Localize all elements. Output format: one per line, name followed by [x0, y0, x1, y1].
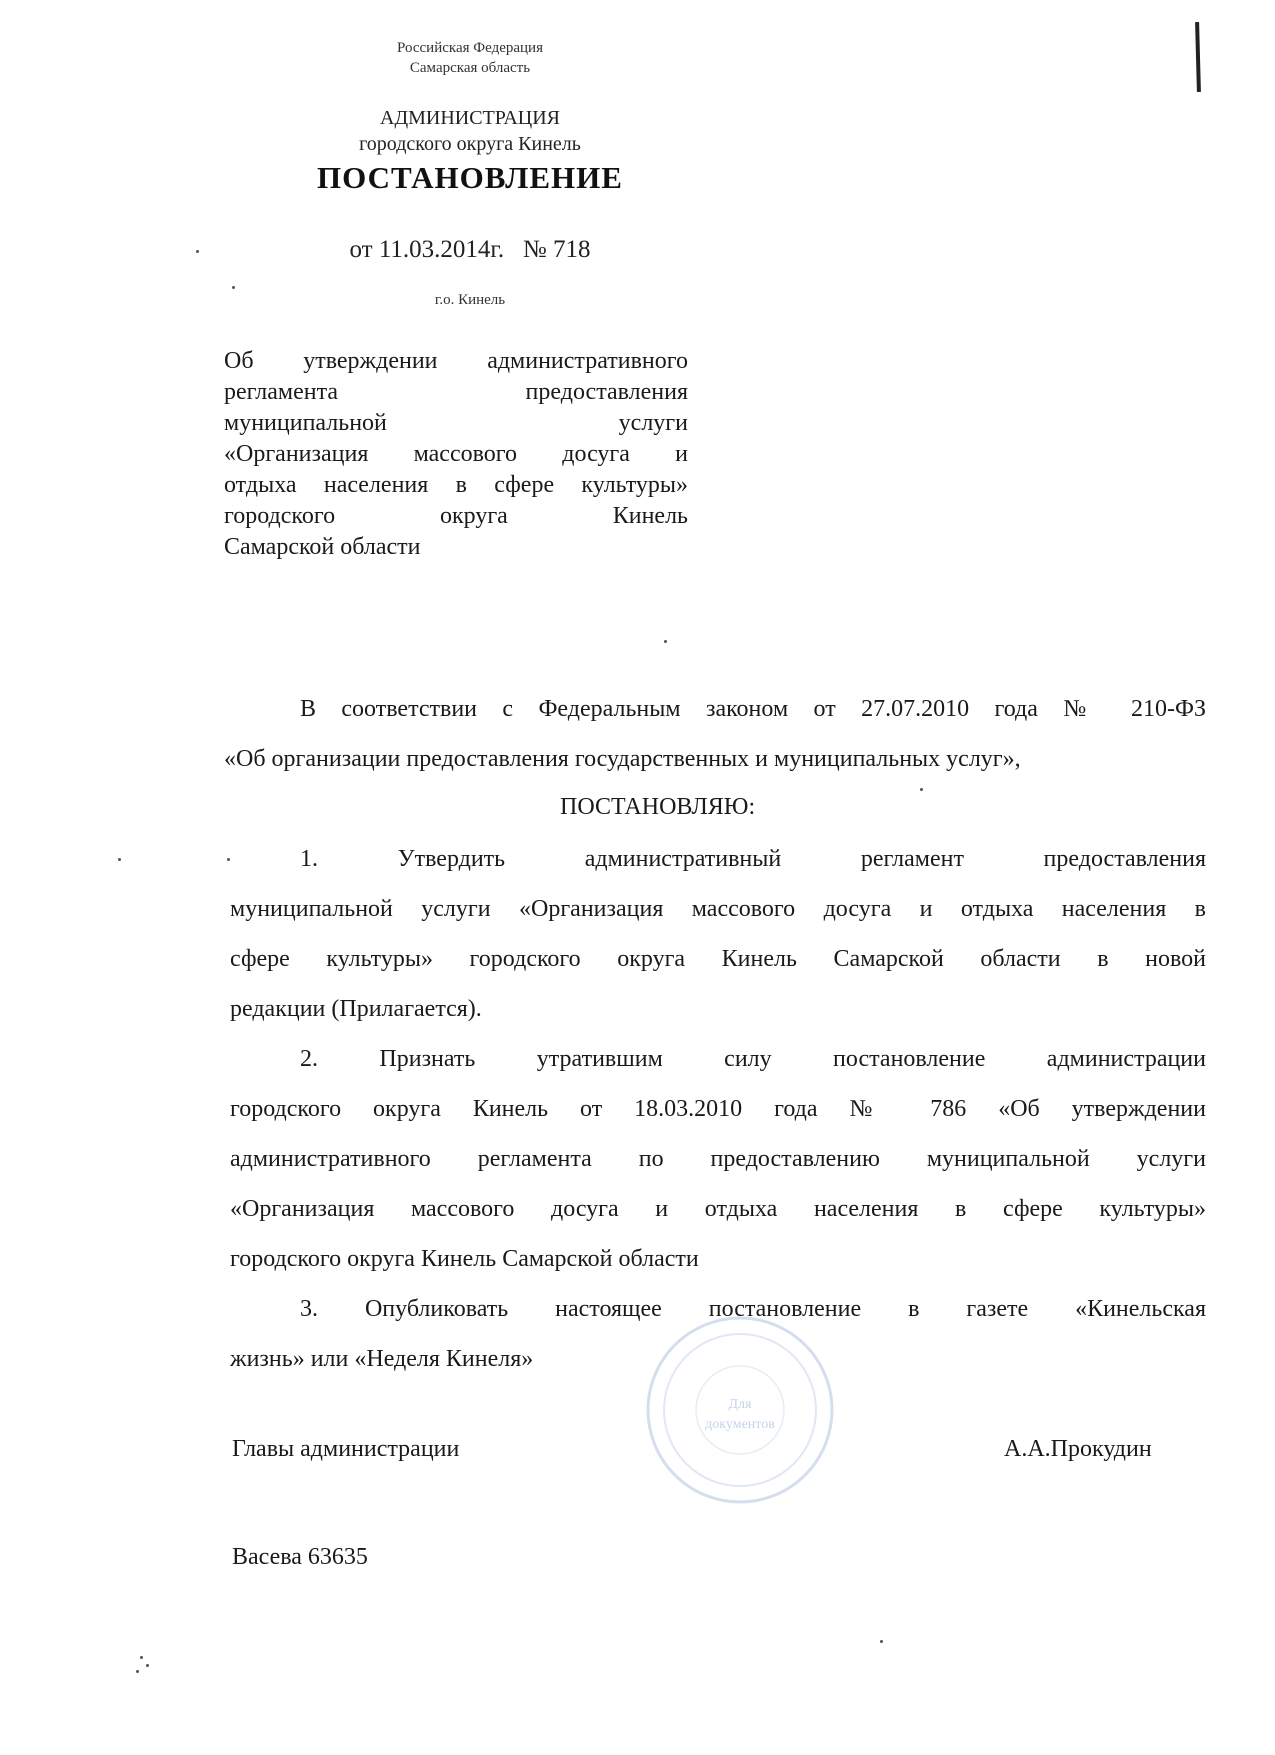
country-line: Российская Федерация: [397, 40, 543, 56]
preamble: [224, 684, 1206, 784]
subject-line: регламента предоставления: [224, 379, 688, 405]
scan-speck: [146, 1664, 149, 1667]
scan-speck: [140, 1656, 143, 1659]
item-1: [230, 834, 1206, 1034]
scan-mark: [1195, 22, 1201, 92]
item-1-line: редакции (Прилагается).: [230, 996, 482, 1022]
preamble-line: «Об организации предоставления государственных и муниципальных услуг»,: [224, 746, 1021, 772]
subject-line: «Организация массового досуга и: [224, 441, 688, 467]
subject-line: муниципальной услуги: [224, 410, 688, 436]
scan-speck: [196, 250, 199, 253]
region-line: Самарская область: [409, 60, 531, 76]
item-2-line: административного регламента по предоставлению муниципальной услуги: [230, 1146, 1206, 1172]
scan-speck: [227, 858, 230, 861]
scan-speck: [664, 640, 667, 643]
scan-speck: [880, 1640, 883, 1643]
scan-speck: [920, 788, 923, 791]
scan-speck: [118, 858, 121, 861]
subject-line: Самарской области: [224, 534, 421, 560]
item-1-line: муниципальной услуги «Организация массового досуга и отдыха населения в: [230, 896, 1206, 922]
date-number: от 11.03.2014г. № 718: [349, 236, 591, 263]
stamp-text: документов: [705, 1417, 775, 1432]
round-stamp: [640, 1310, 840, 1510]
subject-line: Об утверждении административного: [224, 348, 688, 374]
item-2: [230, 1034, 1206, 1284]
place-line: г.о. Кинель: [434, 292, 506, 308]
preamble-line: В соответствии с Федеральным законом от 27.07.2010 года № 210-ФЗ: [300, 696, 1206, 722]
subject-block: [224, 346, 688, 563]
subject-line: городского округа Кинель: [224, 503, 688, 529]
item-2-line: городского округа Кинель от 18.03.2010 года № 786 «Об утверждении: [230, 1096, 1206, 1122]
subject-line: отдыха населения в сфере культуры»: [224, 472, 688, 498]
decree-label: ПОСТАНОВЛЯЮ:: [560, 794, 756, 820]
item-1-line: 1. Утвердить административный регламент предоставления: [300, 846, 1206, 872]
scan-speck: [232, 286, 235, 289]
signature-name: А.А.Прокудин: [1004, 1436, 1152, 1462]
item-3-line: жизнь» или «Неделя Кинеля»: [230, 1346, 534, 1372]
executor-line: Васева 63635: [232, 1544, 368, 1570]
item-1-line: сфере культуры» городского округа Кинель Самарской области в новой: [230, 946, 1206, 972]
item-2-line: «Организация массового досуга и отдыха населения в сфере культуры»: [230, 1196, 1206, 1222]
stamp-text: Для: [728, 1397, 752, 1412]
admin-name: АДМИНИСТРАЦИЯ: [380, 107, 560, 129]
signature-position: Главы администрации: [232, 1436, 460, 1462]
admin-district: городского округа Кинель: [359, 133, 581, 155]
decree-word: [560, 782, 860, 832]
item-2-line: 2. Признать утратившим силу постановление администрации: [300, 1046, 1206, 1072]
item-3-line: 3. Опубликовать настоящее постановление в газете «Кинельская: [300, 1296, 1206, 1322]
item-2-line: городского округа Кинель Самарской области: [230, 1246, 699, 1272]
doc-type-title: ПОСТАНОВЛЕНИЕ: [317, 160, 623, 195]
scan-speck: [136, 1670, 139, 1673]
